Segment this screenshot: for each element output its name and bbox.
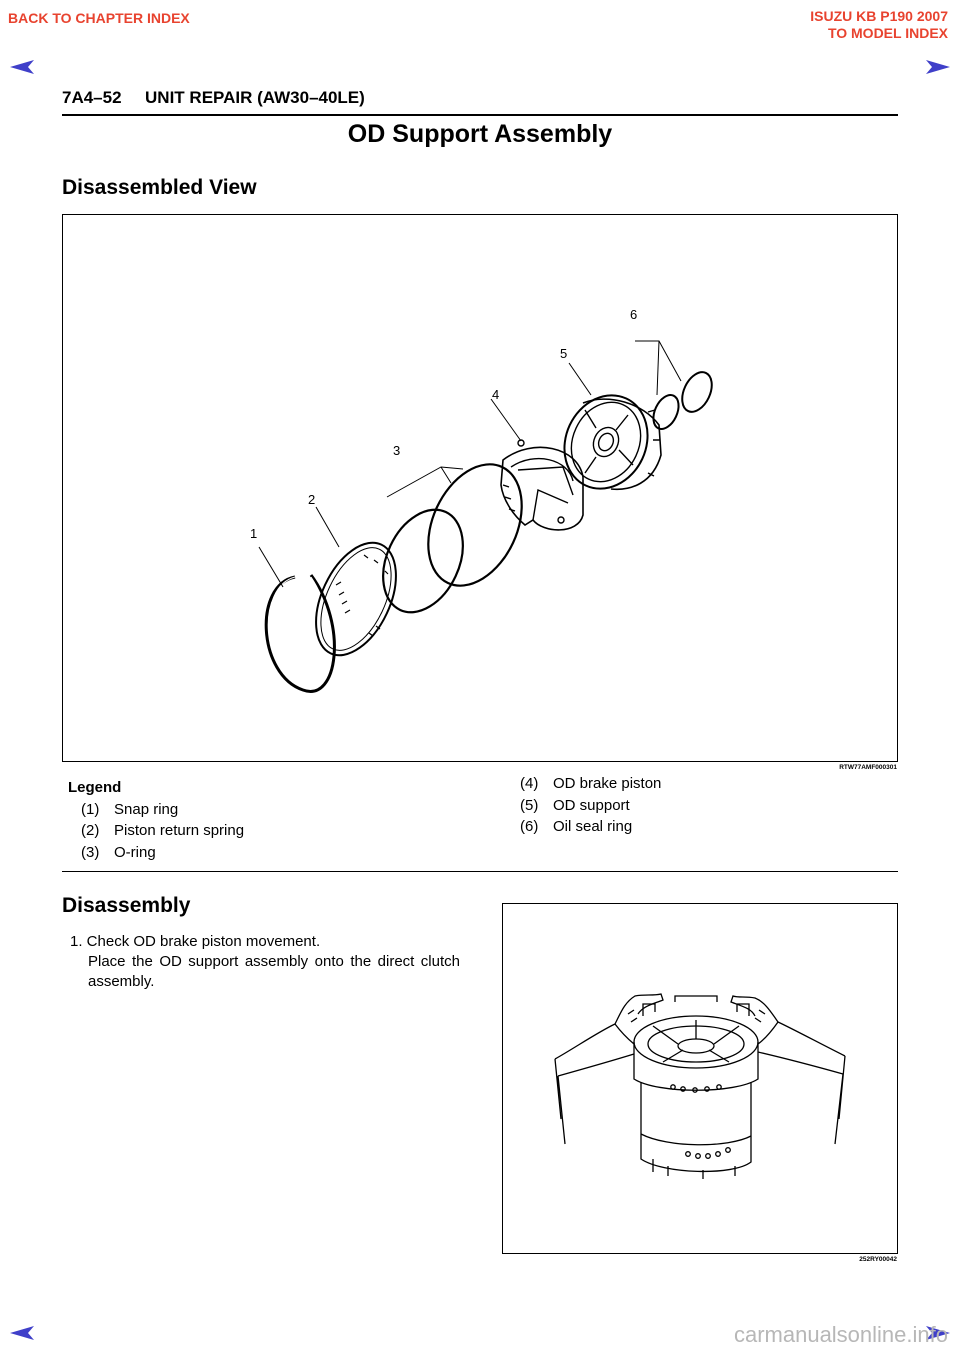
legend-label: Legend: [68, 779, 122, 796]
od-support-placement-figure: [502, 903, 898, 1254]
step-1-title: 1. Check OD brake piston movement.: [70, 933, 321, 950]
callout-2: 2: [308, 492, 316, 507]
legend-item: (6) Oil seal ring: [520, 818, 633, 835]
to-model-index-link[interactable]: [810, 8, 948, 42]
figure-code: RTW77AMF000301: [839, 764, 897, 771]
callout-4: 4: [492, 387, 500, 402]
callout-6: 6: [630, 307, 638, 322]
step-1: [70, 932, 460, 992]
watermark: carmanualsonline.info: [733, 1322, 948, 1347]
disassembly-heading: Disassembly: [62, 894, 191, 917]
placement-drawing: [503, 904, 897, 1253]
callout-5: 5: [560, 346, 568, 361]
header-divider: [62, 114, 898, 116]
callout-1: 1: [250, 526, 258, 541]
disassembled-view-heading: Disassembled View: [62, 176, 257, 199]
legend-item: (1) Snap ring: [81, 800, 179, 818]
exploded-view-figure: [62, 214, 898, 762]
back-to-chapter-index-link[interactable]: BACK TO CHAPTER INDEX: [8, 10, 190, 26]
legend-right: [520, 773, 661, 838]
page-title: OD Support Assembly: [347, 120, 613, 148]
section-divider: [62, 871, 898, 872]
previous-page-arrow-icon[interactable]: [8, 58, 36, 76]
section-name: UNIT REPAIR (AW30–40LE): [145, 88, 365, 107]
legend-item: (4) OD brake piston: [520, 775, 662, 792]
legend-item: (2) Piston return spring: [81, 822, 245, 839]
model-title: ISUZU KB P190 2007: [810, 8, 948, 24]
legend-item: (5) OD support: [520, 796, 630, 814]
figure-code-2: 252RY00042: [859, 1256, 897, 1263]
next-page-arrow-icon[interactable]: [924, 58, 952, 76]
previous-page-arrow-icon-bottom[interactable]: [8, 1324, 36, 1342]
exploded-view-drawing: [63, 215, 897, 761]
model-index-label: TO MODEL INDEX: [827, 25, 948, 41]
legend-item: (3) O-ring: [81, 843, 156, 861]
legend-left: [68, 777, 244, 863]
step-1-body: Place the OD support assembly onto the direct clutch assembly.: [88, 953, 460, 990]
page-header: [62, 88, 365, 108]
callout-3: 3: [393, 443, 401, 458]
page-code: 7A4–52: [62, 88, 122, 107]
